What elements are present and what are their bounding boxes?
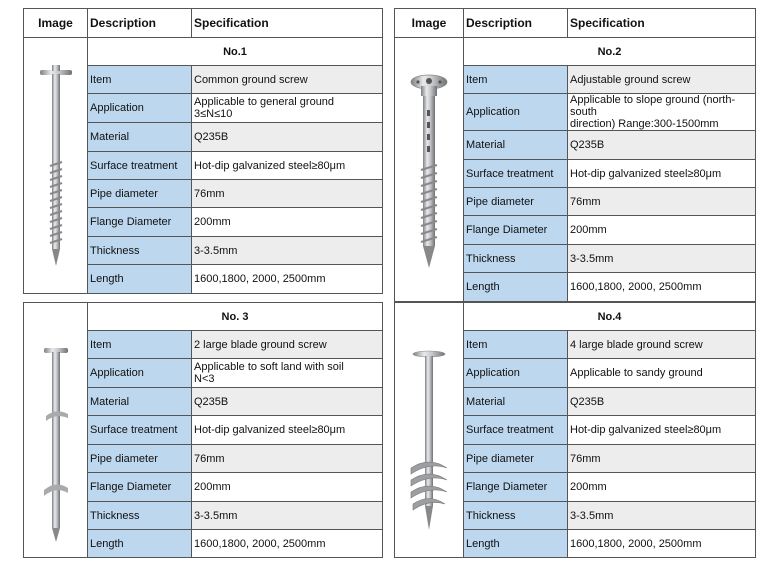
header-row [24, 9, 383, 38]
row-value: 200mm [192, 473, 383, 502]
row-value: 76mm [568, 445, 756, 473]
row-value: 3-3.5mm [192, 502, 383, 530]
product-panel-2 [394, 8, 756, 293]
product-title: No. 3 [88, 303, 383, 331]
row-label: Pipe diameter [88, 180, 192, 208]
row-value: Q235B [568, 388, 756, 416]
row-label: Item [88, 331, 192, 359]
ground-screw-adjustable-image [396, 60, 462, 280]
row-label: Length [464, 273, 568, 302]
row-value: 4 large blade ground screw [568, 331, 756, 359]
row-label: Length [88, 530, 192, 558]
row-value: Adjustable ground screw [568, 66, 756, 94]
row-value: Applicable to sandy ground [568, 359, 756, 388]
row-value: 1600,1800, 2000, 2500mm [192, 265, 383, 294]
product-title: No.1 [88, 38, 383, 66]
header-row [395, 9, 756, 38]
row-value: 1600,1800, 2000, 2500mm [192, 530, 383, 558]
row-value: 1600,1800, 2000, 2500mm [568, 530, 756, 558]
product-title: No.2 [464, 38, 756, 66]
row-label: Flange Diameter [88, 208, 192, 237]
row-value: Applicable to slope ground (north-south direction) Range:300-1500mm [568, 94, 756, 131]
row-label: Surface treatment [464, 160, 568, 188]
row-value: Q235B [568, 131, 756, 160]
image-cell [24, 38, 88, 294]
row-label: Application [88, 94, 192, 123]
row-value: 76mm [192, 445, 383, 473]
row-value: 3-3.5mm [568, 502, 756, 530]
row-value: 76mm [192, 180, 383, 208]
row-value: Applicable to general ground 3≤N≤10 [192, 94, 383, 123]
row-label: Flange Diameter [464, 216, 568, 245]
row-value: Q235B [192, 123, 383, 152]
row-label: Surface treatment [88, 152, 192, 180]
spec-table-2 [394, 8, 756, 302]
row-label: Thickness [464, 502, 568, 530]
row-label: Thickness [88, 237, 192, 265]
row-value: 200mm [568, 473, 756, 502]
row-label: Surface treatment [88, 416, 192, 445]
header-specification: Specification [192, 9, 383, 38]
ground-screw-common-image [26, 56, 86, 276]
row-label: Application [464, 359, 568, 388]
row-value: 200mm [568, 216, 756, 245]
image-cell [395, 38, 464, 302]
row-label: Flange Diameter [88, 473, 192, 502]
header-image: Image [395, 9, 464, 38]
ground-screw-4-blade-image [396, 310, 462, 550]
product-panel-4 [394, 302, 756, 557]
row-label: Item [464, 331, 568, 359]
row-value: Hot-dip galvanized steel≥80μm [568, 160, 756, 188]
row-value: Hot-dip galvanized steel≥80μm [568, 416, 756, 445]
product-panel-3 [23, 302, 383, 557]
row-value: 1600,1800, 2000, 2500mm [568, 273, 756, 302]
spec-table-4 [394, 302, 756, 558]
row-label: Thickness [464, 245, 568, 273]
image-cell [24, 303, 88, 558]
row-value: Q235B [192, 388, 383, 416]
row-label: Item [464, 66, 568, 94]
row-value: 200mm [192, 208, 383, 237]
row-label: Material [464, 131, 568, 160]
row-label: Length [464, 530, 568, 558]
header-specification: Specification [568, 9, 756, 38]
header-image: Image [24, 9, 88, 38]
header-description: Description [464, 9, 568, 38]
row-label: Material [88, 388, 192, 416]
row-value: Hot-dip galvanized steel≥80μm [192, 416, 383, 445]
row-value: Common ground screw [192, 66, 383, 94]
product-panel-1 [23, 8, 383, 293]
product-title: No.4 [464, 303, 756, 331]
row-label: Flange Diameter [464, 473, 568, 502]
image-cell [395, 303, 464, 558]
row-label: Application [464, 94, 568, 131]
row-label: Item [88, 66, 192, 94]
row-label: Material [88, 123, 192, 152]
row-label: Pipe diameter [464, 445, 568, 473]
row-label: Pipe diameter [464, 188, 568, 216]
row-label: Application [88, 359, 192, 388]
row-value: 2 large blade ground screw [192, 331, 383, 359]
row-label: Material [464, 388, 568, 416]
row-value: Hot-dip galvanized steel≥80μm [192, 152, 383, 180]
row-label: Surface treatment [464, 416, 568, 445]
row-value: 3-3.5mm [568, 245, 756, 273]
row-label: Pipe diameter [88, 445, 192, 473]
ground-screw-2-blade-image [26, 310, 86, 550]
row-label: Length [88, 265, 192, 294]
row-value: 3-3.5mm [192, 237, 383, 265]
row-value: Applicable to soft land with soil N<3 [192, 359, 383, 388]
header-description: Description [88, 9, 192, 38]
spec-table-1 [23, 8, 383, 294]
row-label: Thickness [88, 502, 192, 530]
spec-table-3 [23, 302, 383, 558]
row-value: 76mm [568, 188, 756, 216]
